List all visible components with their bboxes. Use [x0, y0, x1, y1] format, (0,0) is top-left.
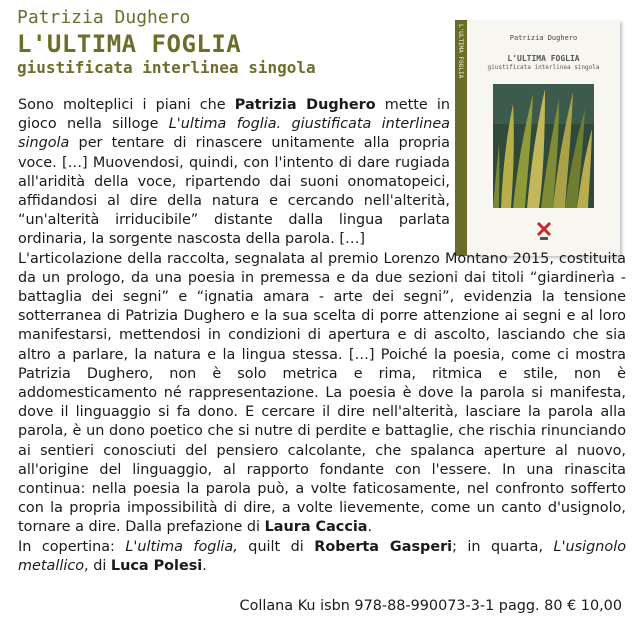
title-italic: L'ultima foglia. giustificata interlinea singola: [18, 116, 450, 152]
cover-subtitle: giustificata interlinea singola: [487, 64, 600, 71]
preface-author: Laura Caccia: [264, 519, 368, 536]
spine-title: L'ULTIMA FOGLIA: [457, 24, 464, 79]
book-subtitle: giustificata interlinea singola: [17, 58, 316, 77]
review-text: [18, 96, 626, 576]
paragraph-main: L'articolazione della raccolta, segnalata al premio Lorenzo Montano 2015, costituita da un prologo, da una poesia in premessa e da due sezioni dai titoli “giardinerìa - battaglia dei segni” e “ignatia amara - arte dei segni”, evidenzia la tensione sotterranea di Patrizia Dughero e la sua scelta di porre attenzione ai segni e al loro manifestarsi, mettendosi in condizioni di apertura e di ascolto, lasciando che sia altro a parlare, la natura e la lingua stessa. […] Poiché la poesia, come ci mostra Patrizia Dughero, non è solo metrica e rima, ritmica e stile, non è addomesticamento né rappresentazione. La poesia è dove la parola si manifesta, dove il linguaggio si fa dono. E cercare il dire nell'alterità, lasciare la parola alla parola, è un dono poetico che si nutre di perdite e battaglie, che rischia rinunciando ai sentieri conosciuti del pensiero calcolante, che spalanca aperture al nuovo, all'origine del linguaggio, al rapporto fondante con l'essere. In una rinascita continua: nella poesia la parola può, a volte faticosamente, nel confronto sofferto con la propria impossibilità di dire, a volte lievemente, come un canto d'usignolo, tornare a dire. Dalla prefazione di Laura Caccia.: [18, 250, 626, 536]
publication-info: Collana Ku isbn 978-88-990073-3-1 pagg. 80 € 10,00: [239, 598, 622, 614]
cover-title: L'ULTIMA FOGLIA: [507, 54, 580, 63]
paragraph-intro: Sono molteplici i piani che Patrizia Dughero mette in gioco nella silloge L'ultima foglia. giustificata interlinea singola per tentare di rinascere unitamente alla propria voce. […] Muovendosi, quindi, con l'intento di dare rugiada all'aridità della voce, ripartendo dai suoni onomatopeici, affidandosi al dire della natura e cercando nell'alterità, “un'alterità irriducibile” distante dalla lingua parlata ordinaria, la sorgente nascosta della parola. […]: [18, 97, 450, 248]
author-name: Patrizia Dughero: [17, 7, 191, 28]
author-bold: Patrizia Dughero: [234, 97, 376, 113]
quilt-artist: Roberta Gasperi: [314, 538, 453, 555]
back-cover-artist: Luca Polesi: [110, 557, 203, 574]
cover-author: Patrizia Dughero: [509, 34, 578, 42]
book-title: L'ULTIMA FOGLIA: [17, 30, 242, 58]
header: [17, 6, 437, 78]
paragraph-credits: In copertina: L'ultima foglia, quilt di Roberta Gasperi; in quarta, L'usignolo metallico, di Luca Polesi.: [18, 538, 626, 574]
